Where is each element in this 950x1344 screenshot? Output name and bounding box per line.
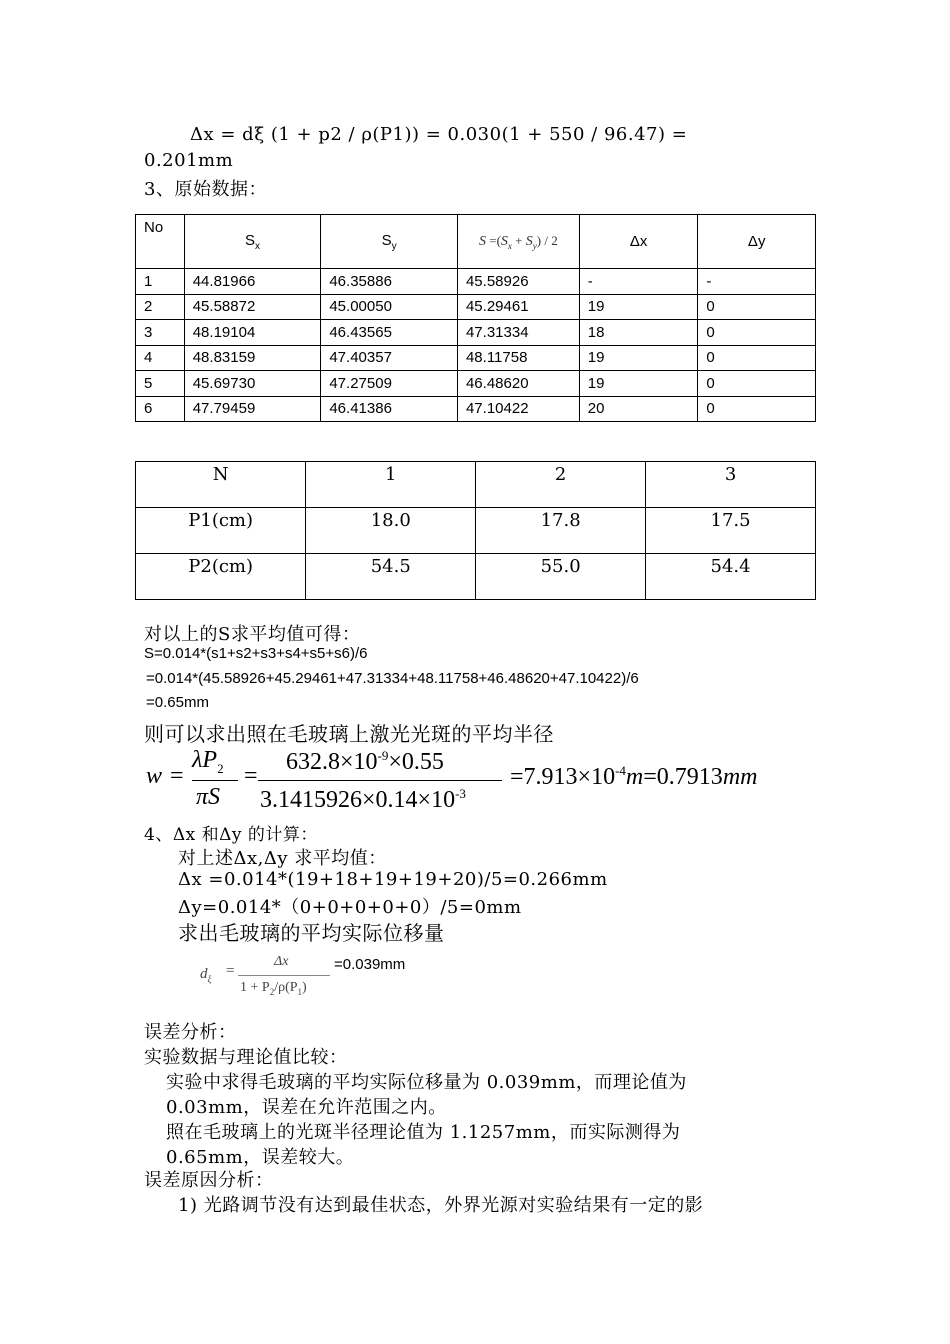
error-title: 误差分析：: [144, 1022, 237, 1043]
formula-d-lhs: $d_\xi$: [200, 966, 212, 985]
cell: N: [136, 462, 306, 508]
cell: 55.0: [476, 554, 646, 600]
cell: 44.81966: [184, 269, 321, 295]
cell: 3: [136, 320, 185, 346]
formula-d-result: =0.039mm: [334, 956, 406, 973]
cell: 45.58926: [457, 269, 579, 295]
cell: -: [579, 269, 698, 295]
cell: 45.69730: [184, 371, 321, 397]
raw-data-table: [135, 214, 816, 422]
formula-w-den1: πS: [196, 784, 221, 810]
fraction-bar: [192, 780, 238, 781]
cell: 54.5: [306, 554, 476, 600]
cell: 4: [136, 345, 185, 371]
cell: 47.27509: [321, 371, 458, 397]
section3-title: 3、原始数据：: [144, 179, 267, 200]
cell: P1(cm): [136, 508, 306, 554]
intro-formula-line2: 0.201mm: [144, 150, 234, 171]
cell: 20: [579, 396, 698, 422]
cell: 17.5: [646, 508, 816, 554]
formula-d-den: $1 + P_2/\rho(P_1)$: [240, 980, 307, 997]
fraction-bar: [258, 780, 502, 781]
header-s-formula: $S =(S_x + S_y) / 2$: [457, 215, 579, 269]
error-p1a: 实验中求得毛玻璃的平均实际位移量为 0.039mm，而理论值为: [166, 1072, 687, 1093]
error-p2a: 照在毛玻璃上的光斑半径理论值为 1.1257mm，而实际测得为: [166, 1122, 681, 1143]
equals-sign: =: [226, 963, 235, 979]
section4-line1: 对上述Δx,Δy 求平均值：: [178, 848, 387, 869]
formula-d-num: Δx: [274, 954, 289, 969]
avg-eq2: =0.014*(45.58926+45.29461+47.31334+48.11758+46.48620+47.10422)/6: [146, 670, 639, 687]
header-sy: $S_y$: [321, 215, 458, 269]
intro-formula-line1: Δx = dξ (1 + p2 / ρ(P1)) = 0.030(1 + 550 / 96.47) =: [190, 124, 688, 145]
cell: 0: [698, 396, 816, 422]
error-p2b: 0.65mm，误差较大。: [166, 1147, 355, 1168]
cell: 48.19104: [184, 320, 321, 346]
equals-sign: =: [244, 763, 258, 789]
table-header-row: [136, 215, 816, 269]
cell: 0: [698, 345, 816, 371]
table-row: [136, 396, 816, 422]
cell: 2: [136, 294, 185, 320]
avg-eq3: =0.65mm: [146, 694, 209, 711]
table-row: [136, 294, 816, 320]
avg-title: 对以上的S求平均值可得：: [144, 624, 361, 645]
header-sx: $S_x$: [184, 215, 321, 269]
cell: 0: [698, 294, 816, 320]
cell: 19: [579, 345, 698, 371]
table-row: [136, 508, 816, 554]
section4-title: 4、Δx 和Δy 的计算：: [144, 825, 318, 845]
table-row: [136, 320, 816, 346]
cell: 48.11758: [457, 345, 579, 371]
cell: 19: [579, 371, 698, 397]
cell: 46.35886: [321, 269, 458, 295]
cell: 18: [579, 320, 698, 346]
header-dy: Δy: [698, 215, 816, 269]
section4-line4: 求出毛玻璃的平均实际位移量: [178, 921, 445, 945]
cell: 48.83159: [184, 345, 321, 371]
cell: 54.4: [646, 554, 816, 600]
error-p1b: 0.03mm，误差在允许范围之内。: [166, 1097, 447, 1118]
equals-sign: =: [170, 763, 184, 789]
cell: 46.48620: [457, 371, 579, 397]
table-row: [136, 371, 816, 397]
cell: 1: [136, 269, 185, 295]
cell: 18.0: [306, 508, 476, 554]
cell: 47.79459: [184, 396, 321, 422]
cell: P2(cm): [136, 554, 306, 600]
cell: 46.41386: [321, 396, 458, 422]
fraction-bar: [238, 975, 330, 976]
cell: 0: [698, 371, 816, 397]
cell: 19: [579, 294, 698, 320]
cell: 45.58872: [184, 294, 321, 320]
formula-w-result: $=7.913\times 10^{-4}m=0.7913mm$: [510, 763, 758, 790]
table-row: [136, 554, 816, 600]
formula-w-num2: $632.8\times 10^{-9}\times 0.55$: [286, 748, 444, 775]
cell: 5: [136, 371, 185, 397]
header-no: No: [136, 215, 185, 269]
cell: 47.40357: [321, 345, 458, 371]
table-row: [136, 269, 816, 295]
cell: 46.43565: [321, 320, 458, 346]
formula-w-lhs: w: [146, 763, 163, 789]
formula-w-den2: $3.1415926\times 0.14\times 10^{-3}$: [260, 786, 466, 813]
distance-table: [135, 461, 816, 600]
cell: 45.29461: [457, 294, 579, 320]
radius-title: 则可以求出照在毛玻璃上激光光斑的平均半径: [144, 722, 554, 746]
table-row: [136, 345, 816, 371]
cell: 3: [646, 462, 816, 508]
section4-line3: Δy=0.014*（0+0+0+0+0）/5=0mm: [178, 897, 522, 918]
cell: -: [698, 269, 816, 295]
table-row: [136, 462, 816, 508]
section4-line2: Δx =0.014*(19+18+19+19+20)/5=0.266mm: [178, 869, 608, 890]
cell: 47.10422: [457, 396, 579, 422]
cell: 1: [306, 462, 476, 508]
cell: 6: [136, 396, 185, 422]
cell: 0: [698, 320, 816, 346]
header-dx: Δx: [579, 215, 698, 269]
cell: 2: [476, 462, 646, 508]
compare-title: 实验数据与理论值比较：: [144, 1047, 348, 1068]
cell: 17.8: [476, 508, 646, 554]
cause-item-1: 1) 光路调节没有达到最佳状态，外界光源对实验结果有一定的影: [178, 1195, 704, 1216]
avg-eq1: S=0.014*(s1+s2+s3+s4+s5+s6)/6: [144, 645, 368, 662]
cell: 45.00050: [321, 294, 458, 320]
cell: 47.31334: [457, 320, 579, 346]
cause-title: 误差原因分析：: [144, 1170, 274, 1191]
formula-w-num1: $\lambda P_2$: [192, 747, 224, 776]
